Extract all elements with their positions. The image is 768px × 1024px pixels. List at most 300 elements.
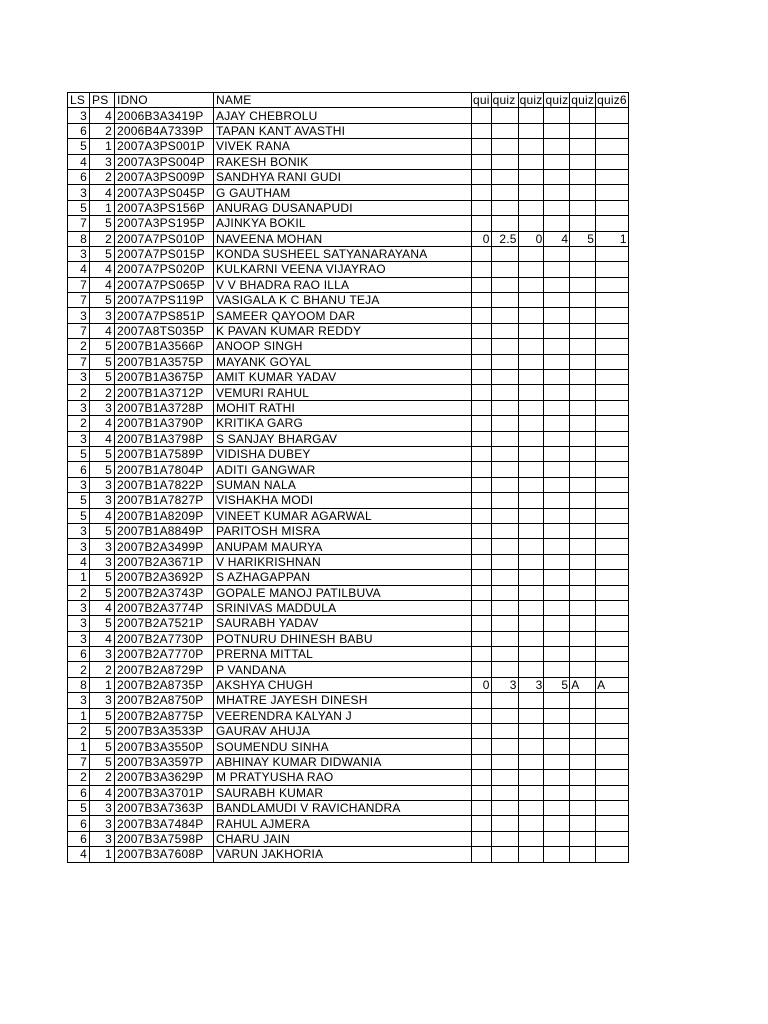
ls-cell: 3 — [68, 477, 90, 492]
ls-cell: 6 — [68, 169, 90, 184]
quiz1-cell — [472, 770, 492, 785]
quiz2-cell — [491, 200, 518, 215]
idno-cell: 2007A7PS015P — [115, 246, 214, 261]
quiz1-cell — [472, 570, 492, 585]
roster-table — [67, 92, 629, 863]
quiz2-cell — [491, 508, 518, 523]
quiz5-cell — [570, 462, 596, 477]
quiz1-cell — [472, 108, 492, 123]
ls-cell: 7 — [68, 293, 90, 308]
ls-cell: 5 — [68, 800, 90, 815]
quiz4-cell — [544, 123, 570, 138]
quiz6-cell — [596, 739, 629, 754]
idno-cell: 2007B2A3692P — [115, 570, 214, 585]
table-row — [68, 200, 629, 215]
idno-cell: 2007A3PS195P — [115, 216, 214, 231]
name-cell: TAPAN KANT AVASTHI — [214, 123, 472, 138]
table-row — [68, 800, 629, 815]
quiz5-cell — [570, 570, 596, 585]
quiz3-cell — [518, 308, 544, 323]
quiz4-cell — [544, 185, 570, 200]
quiz4-cell — [544, 800, 570, 815]
quiz2-cell — [491, 585, 518, 600]
quiz5-cell — [570, 770, 596, 785]
ps-cell: 3 — [90, 693, 115, 708]
idno-cell: 2007B1A8849P — [115, 523, 214, 538]
ls-cell: 1 — [68, 570, 90, 585]
name-cell: SOUMENDU SINHA — [214, 739, 472, 754]
ls-cell: 2 — [68, 770, 90, 785]
quiz3-cell — [518, 585, 544, 600]
quiz2-cell — [491, 139, 518, 154]
name-cell: S AZHAGAPPAN — [214, 570, 472, 585]
quiz6-cell — [596, 554, 629, 569]
table-row — [68, 554, 629, 569]
ps-cell: 1 — [90, 139, 115, 154]
quiz1-cell — [472, 508, 492, 523]
ls-cell: 1 — [68, 708, 90, 723]
quiz6-cell — [596, 185, 629, 200]
idno-cell: 2007B3A7598P — [115, 831, 214, 846]
quiz2-cell — [491, 831, 518, 846]
quiz3-cell — [518, 446, 544, 461]
quiz1-cell — [472, 323, 492, 338]
ls-cell: 2 — [68, 385, 90, 400]
quiz6-cell — [596, 277, 629, 292]
quiz4-cell — [544, 585, 570, 600]
quiz2-cell — [491, 539, 518, 554]
idno-cell: 2007B1A3712P — [115, 385, 214, 400]
header-idno: IDNO — [115, 93, 214, 108]
quiz4-cell — [544, 370, 570, 385]
ps-cell: 5 — [90, 216, 115, 231]
quiz2-cell — [491, 446, 518, 461]
quiz4-cell — [544, 770, 570, 785]
quiz4-cell: 5 — [544, 677, 570, 692]
quiz2-cell — [491, 246, 518, 261]
ps-cell: 5 — [90, 339, 115, 354]
quiz2-cell — [491, 385, 518, 400]
ps-cell: 2 — [90, 231, 115, 246]
name-cell: BANDLAMUDI V RAVICHANDRA — [214, 800, 472, 815]
name-cell: ANUPAM MAURYA — [214, 539, 472, 554]
quiz3-cell — [518, 354, 544, 369]
quiz6-cell — [596, 108, 629, 123]
header-ps: PS — [90, 93, 115, 108]
quiz5-cell — [570, 154, 596, 169]
idno-cell: 2007B1A3790P — [115, 416, 214, 431]
quiz6-cell — [596, 724, 629, 739]
quiz2-cell — [491, 724, 518, 739]
name-cell: SANDHYA RANI GUDI — [214, 169, 472, 184]
name-cell: PRERNA MITTAL — [214, 647, 472, 662]
table-row — [68, 508, 629, 523]
quiz3-cell — [518, 139, 544, 154]
ls-cell: 8 — [68, 677, 90, 692]
quiz5-cell — [570, 277, 596, 292]
ls-cell: 6 — [68, 785, 90, 800]
name-cell: ANOOP SINGH — [214, 339, 472, 354]
quiz1-cell — [472, 708, 492, 723]
quiz6-cell — [596, 708, 629, 723]
quiz1-cell — [472, 831, 492, 846]
quiz5-cell — [570, 169, 596, 184]
quiz4-cell — [544, 323, 570, 338]
ls-cell: 5 — [68, 508, 90, 523]
table-row — [68, 785, 629, 800]
quiz1-cell — [472, 847, 492, 862]
quiz5-cell — [570, 554, 596, 569]
table-row — [68, 677, 629, 692]
ps-cell: 2 — [90, 662, 115, 677]
quiz4-cell — [544, 831, 570, 846]
name-cell: K PAVAN KUMAR REDDY — [214, 323, 472, 338]
idno-cell: 2007A3PS156P — [115, 200, 214, 215]
ps-cell: 4 — [90, 600, 115, 615]
ps-cell: 2 — [90, 169, 115, 184]
name-cell: POTNURU DHINESH BABU — [214, 631, 472, 646]
quiz6-cell — [596, 308, 629, 323]
quiz2-cell — [491, 370, 518, 385]
quiz6-cell — [596, 600, 629, 615]
name-cell: ANURAG DUSANAPUDI — [214, 200, 472, 215]
idno-cell: 2007B1A7589P — [115, 446, 214, 461]
quiz2-cell — [491, 600, 518, 615]
name-cell: V HARIKRISHNAN — [214, 554, 472, 569]
quiz6-cell — [596, 293, 629, 308]
ps-cell: 5 — [90, 354, 115, 369]
table-row — [68, 770, 629, 785]
idno-cell: 2007B1A3798P — [115, 431, 214, 446]
quiz3-cell — [518, 262, 544, 277]
quiz5-cell — [570, 370, 596, 385]
ps-cell: 4 — [90, 785, 115, 800]
idno-cell: 2007B3A7363P — [115, 800, 214, 815]
ps-cell: 5 — [90, 246, 115, 261]
ls-cell: 6 — [68, 462, 90, 477]
quiz4-cell — [544, 708, 570, 723]
quiz1-cell — [472, 339, 492, 354]
quiz3-cell — [518, 523, 544, 538]
table-row — [68, 400, 629, 415]
quiz3-cell — [518, 785, 544, 800]
quiz6-cell — [596, 831, 629, 846]
name-cell: RAKESH BONIK — [214, 154, 472, 169]
ps-cell: 1 — [90, 677, 115, 692]
quiz6-cell — [596, 816, 629, 831]
table-row — [68, 708, 629, 723]
quiz3-cell — [518, 123, 544, 138]
idno-cell: 2007A3PS009P — [115, 169, 214, 184]
name-cell: SAURABH YADAV — [214, 616, 472, 631]
quiz5-cell — [570, 831, 596, 846]
quiz5-cell — [570, 662, 596, 677]
quiz2-cell — [491, 631, 518, 646]
header-quiz1: qui — [473, 93, 490, 108]
quiz6-cell — [596, 477, 629, 492]
ls-cell: 6 — [68, 123, 90, 138]
quiz4-cell — [544, 262, 570, 277]
quiz6-cell — [596, 754, 629, 769]
quiz3-cell — [518, 431, 544, 446]
quiz6-cell — [596, 508, 629, 523]
quiz1-cell — [472, 523, 492, 538]
table-row — [68, 631, 629, 646]
quiz3-cell — [518, 462, 544, 477]
quiz6-cell — [596, 154, 629, 169]
quiz2-cell — [491, 400, 518, 415]
name-cell: P VANDANA — [214, 662, 472, 677]
idno-cell: 2007B1A7822P — [115, 477, 214, 492]
name-cell: KRITIKA GARG — [214, 416, 472, 431]
quiz3-cell: 3 — [518, 677, 544, 692]
quiz2-cell — [491, 154, 518, 169]
quiz4-cell — [544, 277, 570, 292]
quiz3-cell — [518, 293, 544, 308]
quiz1-cell — [472, 816, 492, 831]
quiz5-cell — [570, 785, 596, 800]
idno-cell: 2007B1A8209P — [115, 508, 214, 523]
name-cell: MOHIT RATHI — [214, 400, 472, 415]
quiz3-cell — [518, 200, 544, 215]
quiz1-cell — [472, 154, 492, 169]
quiz4-cell — [544, 246, 570, 261]
quiz5-cell — [570, 800, 596, 815]
quiz4-cell — [544, 508, 570, 523]
ls-cell: 2 — [68, 416, 90, 431]
name-cell: VEERENDRA KALYAN J — [214, 708, 472, 723]
quiz3-cell — [518, 724, 544, 739]
table-row — [68, 446, 629, 461]
quiz1-cell — [472, 739, 492, 754]
ps-cell: 3 — [90, 308, 115, 323]
quiz3-cell — [518, 600, 544, 615]
table-row — [68, 816, 629, 831]
quiz3-cell — [518, 539, 544, 554]
quiz5-cell — [570, 339, 596, 354]
quiz4-cell — [544, 108, 570, 123]
name-cell: VIDISHA DUBEY — [214, 446, 472, 461]
quiz2-cell — [491, 431, 518, 446]
table-row — [68, 277, 629, 292]
idno-cell: 2007B3A3597P — [115, 754, 214, 769]
name-cell: AJINKYA BOKIL — [214, 216, 472, 231]
quiz2-cell — [491, 293, 518, 308]
quiz6-cell — [596, 523, 629, 538]
ls-cell: 3 — [68, 400, 90, 415]
header-quiz3: quiz — [519, 93, 543, 108]
ls-cell: 5 — [68, 139, 90, 154]
quiz5-cell — [570, 493, 596, 508]
quiz1-cell — [472, 370, 492, 385]
table-row — [68, 308, 629, 323]
ls-cell: 7 — [68, 216, 90, 231]
table-row — [68, 462, 629, 477]
ps-cell: 3 — [90, 647, 115, 662]
quiz3-cell — [518, 754, 544, 769]
name-cell: VINEET KUMAR AGARWAL — [214, 508, 472, 523]
idno-cell: 2006B3A3419P — [115, 108, 214, 123]
quiz4-cell — [544, 431, 570, 446]
ls-cell: 6 — [68, 816, 90, 831]
quiz5-cell — [570, 108, 596, 123]
table-row — [68, 724, 629, 739]
table-row — [68, 108, 629, 123]
quiz2-cell — [491, 616, 518, 631]
quiz2-cell — [491, 216, 518, 231]
name-cell: RAHUL AJMERA — [214, 816, 472, 831]
quiz1-cell — [472, 246, 492, 261]
ps-cell: 4 — [90, 277, 115, 292]
name-cell: M PRATYUSHA RAO — [214, 770, 472, 785]
quiz6-cell — [596, 200, 629, 215]
idno-cell: 2007B2A8729P — [115, 662, 214, 677]
quiz2-cell — [491, 554, 518, 569]
name-cell: AMIT KUMAR YADAV — [214, 370, 472, 385]
quiz1-cell — [472, 385, 492, 400]
quiz4-cell — [544, 139, 570, 154]
ls-cell: 3 — [68, 616, 90, 631]
ls-cell: 5 — [68, 446, 90, 461]
name-cell: VIVEK RANA — [214, 139, 472, 154]
quiz6-cell — [596, 323, 629, 338]
quiz6-cell — [596, 354, 629, 369]
name-cell: VISHAKHA MODI — [214, 493, 472, 508]
quiz6-cell — [596, 570, 629, 585]
quiz4-cell — [544, 616, 570, 631]
table-row — [68, 339, 629, 354]
quiz5-cell — [570, 523, 596, 538]
quiz1-cell — [472, 400, 492, 415]
ps-cell: 5 — [90, 616, 115, 631]
quiz1-cell — [472, 169, 492, 184]
quiz4-cell — [544, 400, 570, 415]
quiz1-cell — [472, 262, 492, 277]
ls-cell: 6 — [68, 647, 90, 662]
ls-cell: 7 — [68, 354, 90, 369]
ls-cell: 7 — [68, 277, 90, 292]
table-row — [68, 477, 629, 492]
ps-cell: 4 — [90, 108, 115, 123]
quiz5-cell — [570, 323, 596, 338]
quiz4-cell — [544, 523, 570, 538]
table-row — [68, 693, 629, 708]
ps-cell: 4 — [90, 323, 115, 338]
quiz6-cell — [596, 370, 629, 385]
name-cell: S SANJAY BHARGAV — [214, 431, 472, 446]
quiz1-cell — [472, 185, 492, 200]
quiz5-cell — [570, 431, 596, 446]
quiz6-cell — [596, 647, 629, 662]
quiz3-cell — [518, 216, 544, 231]
quiz4-cell — [544, 724, 570, 739]
quiz6-cell — [596, 446, 629, 461]
quiz5-cell — [570, 754, 596, 769]
ps-cell: 3 — [90, 154, 115, 169]
header-quiz4: quiz — [545, 93, 569, 108]
quiz4-cell — [544, 693, 570, 708]
quiz4-cell — [544, 293, 570, 308]
quiz5-cell — [570, 539, 596, 554]
table-row — [68, 739, 629, 754]
quiz2-cell — [491, 523, 518, 538]
quiz4-cell — [544, 754, 570, 769]
quiz3-cell — [518, 339, 544, 354]
quiz2-cell: 3 — [491, 677, 518, 692]
quiz6-cell — [596, 462, 629, 477]
quiz2-cell — [491, 847, 518, 862]
quiz5-cell — [570, 693, 596, 708]
ls-cell: 2 — [68, 662, 90, 677]
header-ls: LS — [68, 93, 90, 108]
quiz1-cell — [472, 354, 492, 369]
quiz4-cell — [544, 539, 570, 554]
quiz4-cell — [544, 816, 570, 831]
table-row — [68, 847, 629, 862]
idno-cell: 2007A3PS001P — [115, 139, 214, 154]
quiz2-cell — [491, 354, 518, 369]
quiz1-cell — [472, 754, 492, 769]
quiz1-cell — [472, 785, 492, 800]
quiz5-cell — [570, 416, 596, 431]
quiz1-cell: 0 — [472, 231, 492, 246]
quiz5-cell — [570, 293, 596, 308]
quiz1-cell — [472, 446, 492, 461]
idno-cell: 2007A7PS065P — [115, 277, 214, 292]
quiz6-cell — [596, 416, 629, 431]
quiz1-cell — [472, 216, 492, 231]
quiz5-cell — [570, 185, 596, 200]
quiz1-cell — [472, 462, 492, 477]
quiz5-cell — [570, 508, 596, 523]
quiz4-cell — [544, 785, 570, 800]
quiz3-cell — [518, 370, 544, 385]
idno-cell: 2007B3A3550P — [115, 739, 214, 754]
quiz1-cell — [472, 200, 492, 215]
ls-cell: 2 — [68, 339, 90, 354]
quiz2-cell — [491, 477, 518, 492]
name-cell: ABHINAY KUMAR DIDWANIA — [214, 754, 472, 769]
quiz5-cell — [570, 139, 596, 154]
quiz1-cell — [472, 477, 492, 492]
quiz6-cell — [596, 169, 629, 184]
quiz1-cell — [472, 308, 492, 323]
quiz6-cell — [596, 693, 629, 708]
quiz6-cell — [596, 400, 629, 415]
quiz5-cell — [570, 246, 596, 261]
table-row — [68, 154, 629, 169]
quiz1-cell — [472, 139, 492, 154]
quiz1-cell — [472, 800, 492, 815]
name-cell: SRINIVAS MADDULA — [214, 600, 472, 615]
quiz5-cell — [570, 354, 596, 369]
table-row — [68, 662, 629, 677]
ls-cell: 3 — [68, 108, 90, 123]
ps-cell: 4 — [90, 631, 115, 646]
quiz5-cell — [570, 123, 596, 138]
table-row — [68, 231, 629, 246]
quiz3-cell — [518, 554, 544, 569]
table-row — [68, 123, 629, 138]
quiz3-cell — [518, 385, 544, 400]
quiz4-cell — [544, 169, 570, 184]
table-row — [68, 323, 629, 338]
table-row — [68, 647, 629, 662]
name-cell: SAMEER QAYOOM DAR — [214, 308, 472, 323]
quiz2-cell — [491, 770, 518, 785]
idno-cell: 2007B1A3728P — [115, 400, 214, 415]
quiz1-cell — [472, 693, 492, 708]
